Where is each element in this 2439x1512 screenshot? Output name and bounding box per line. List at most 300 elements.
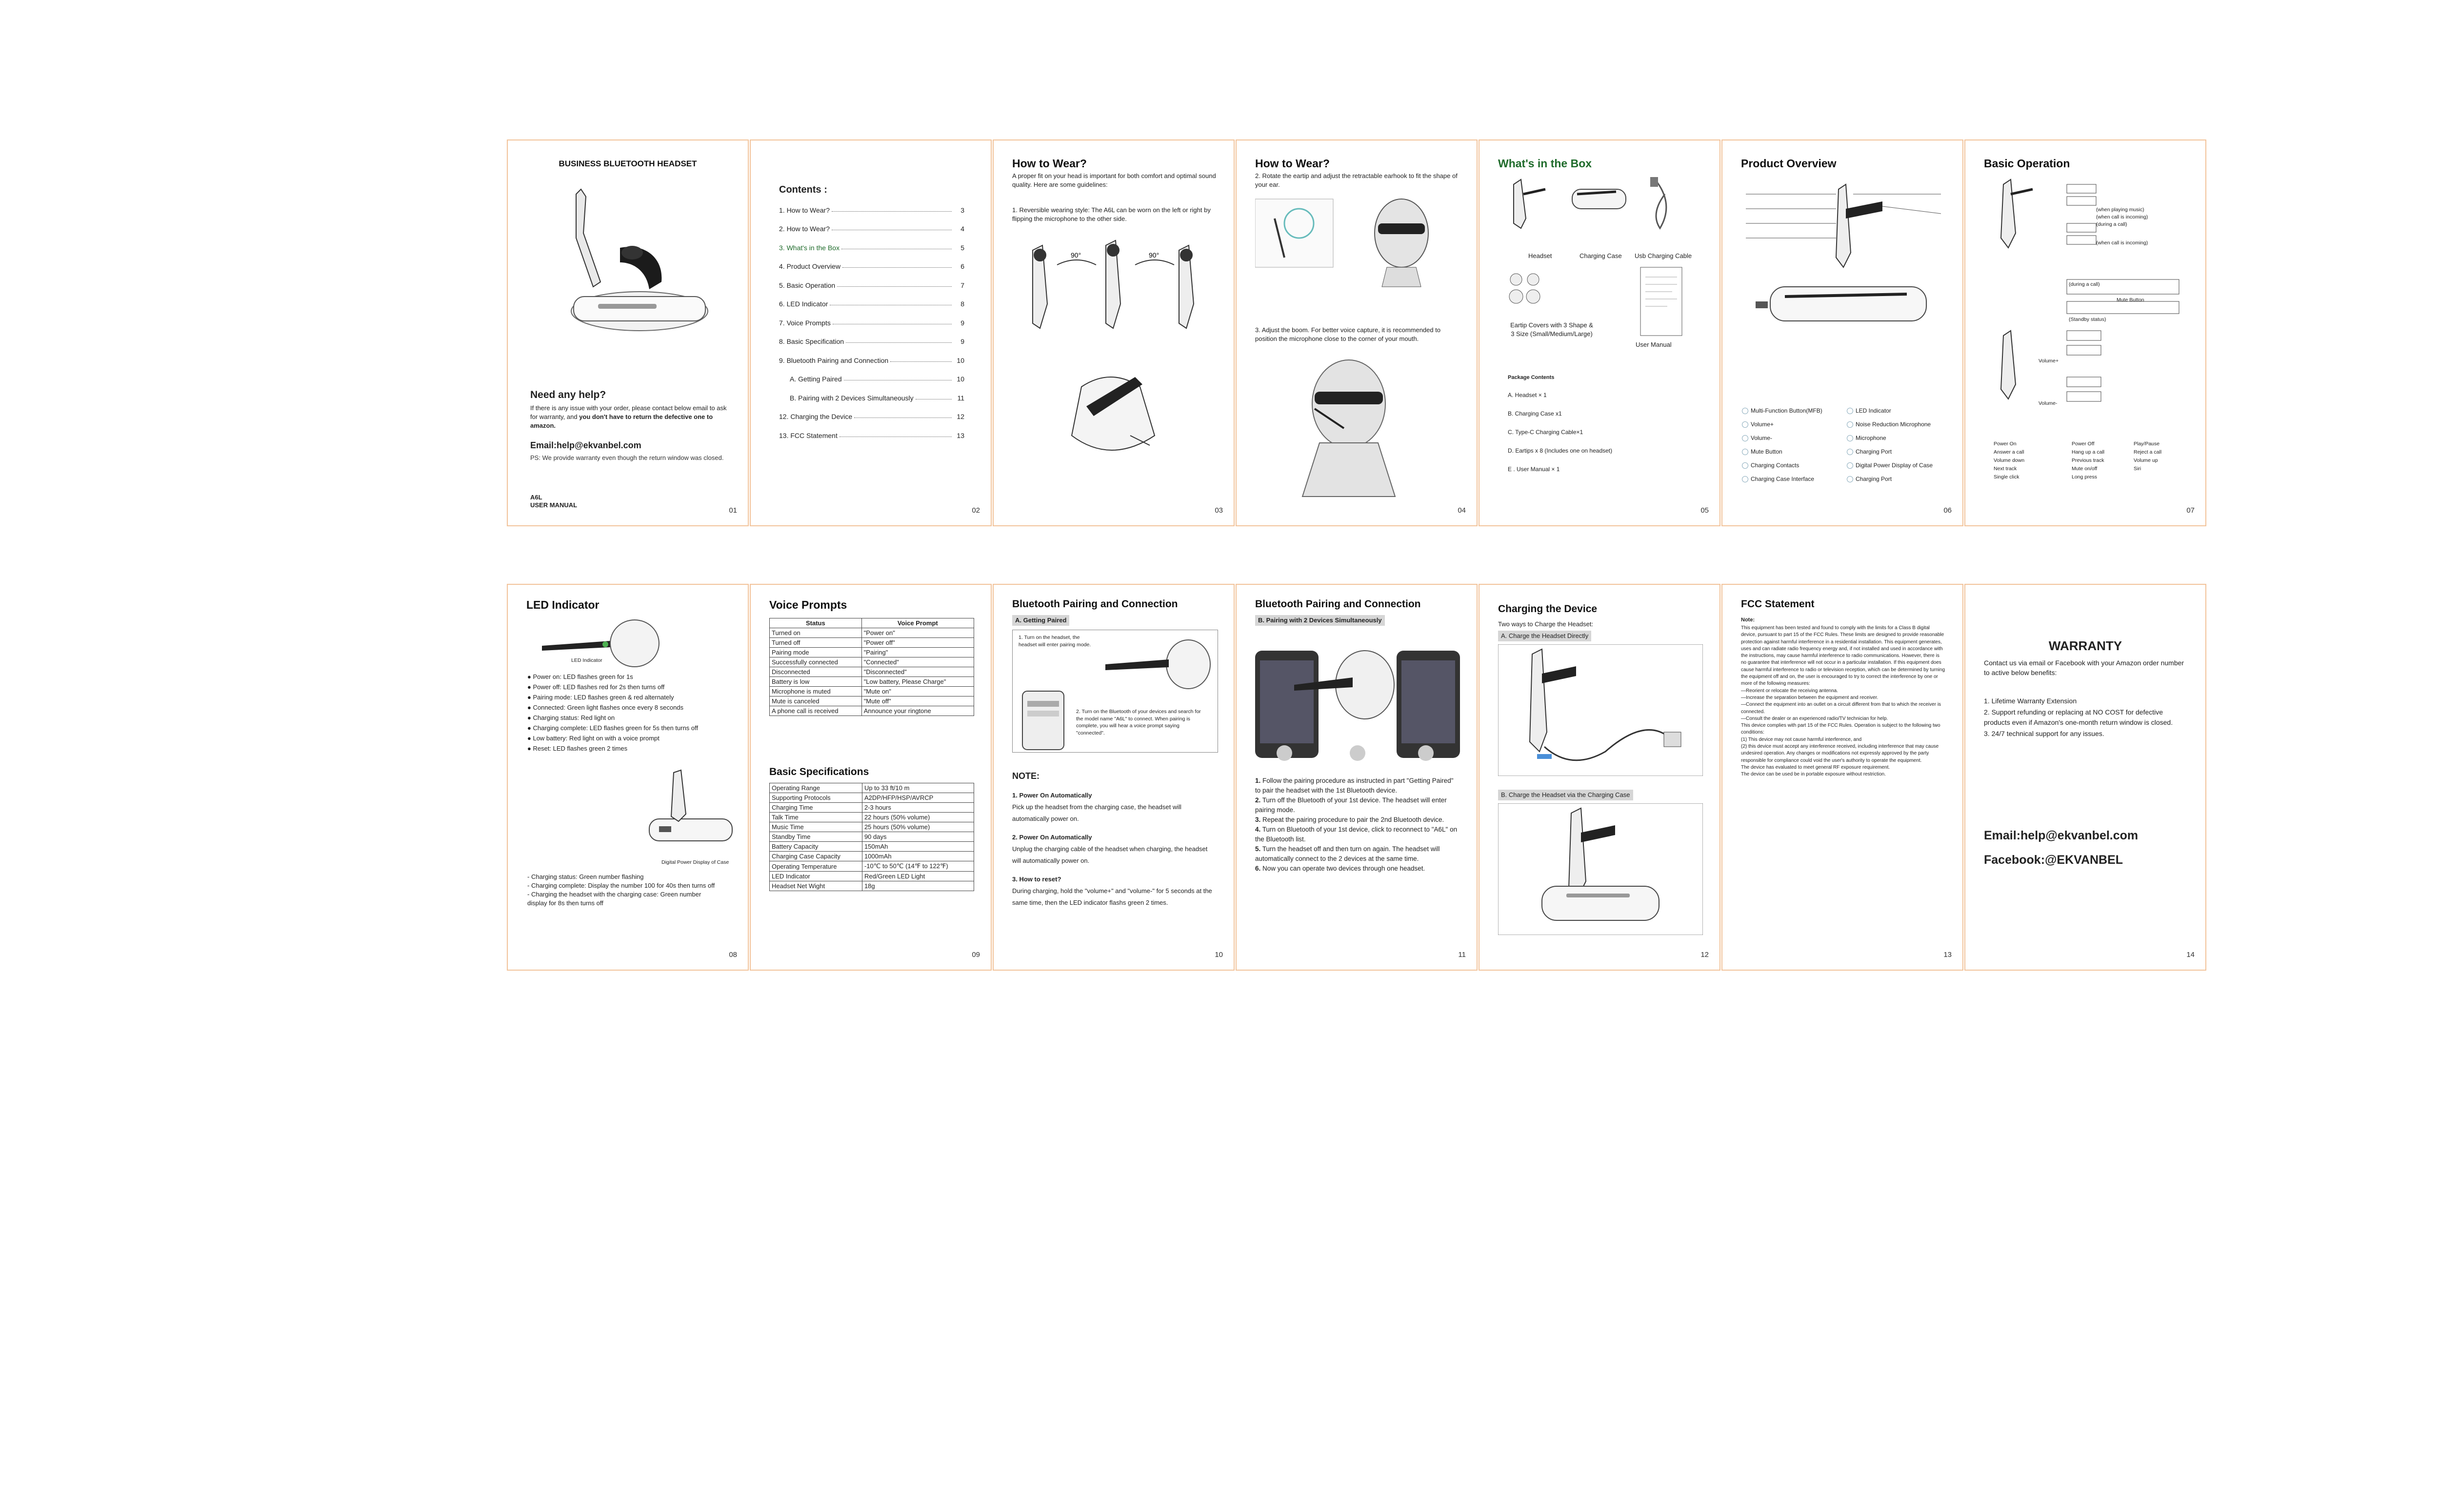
page-14-warranty	[1964, 584, 2206, 971]
led-bullet-text: Charging status: Red light on	[533, 714, 615, 721]
table-row	[770, 657, 974, 667]
item-cable: Usb Charging Cable	[1635, 252, 1692, 259]
step-number: 6.	[1255, 865, 1261, 872]
toc-page: 12	[957, 413, 964, 420]
overview-legend-item	[1742, 472, 1822, 486]
dash-icon: -	[527, 882, 531, 889]
led-bullet-text: Power off: LED flashes red for 2s then turns off	[533, 683, 665, 691]
case-display-text: Charging status: Green number flashing	[531, 873, 644, 880]
toc-item[interactable]	[779, 420, 964, 439]
step-text: Follow the pairing procedure as instructed in part "Getting Paired" to pair the headset with the 1st Bluetooth device.	[1255, 777, 1454, 794]
table-row	[770, 872, 974, 881]
legend-label: Charging Contacts	[1751, 462, 1799, 469]
manual-illustration	[1638, 265, 1687, 343]
toc-leader	[837, 286, 952, 287]
toc-label: 13. FCC Statement	[779, 431, 838, 439]
vp-prompt: "Low battery, Please Charge"	[861, 677, 974, 687]
legend-marker-icon	[1742, 462, 1748, 469]
toc-label: 7. Voice Prompts	[779, 318, 831, 327]
reversible-wear-illustration	[1013, 231, 1218, 504]
page-08-led-indicator	[507, 584, 749, 971]
page-title: How to Wear?	[1255, 157, 1330, 170]
op-legend-item: Answer a call	[1994, 449, 2024, 455]
vp-status: Pairing mode	[770, 648, 862, 657]
pairing-step	[1255, 796, 1460, 815]
overview-legend-item	[1847, 472, 1933, 486]
vp-status: Disconnected	[770, 667, 862, 677]
op-legend-item: Single click	[1994, 474, 2019, 480]
overview-legend-item	[1742, 418, 1822, 431]
box-contents-illustration	[1499, 175, 1704, 243]
overview-legend-left	[1742, 404, 1822, 486]
legend-label: Digital Power Display of Case	[1856, 462, 1933, 469]
op-legend-left	[1994, 440, 2024, 482]
legend-marker-icon	[1847, 408, 1853, 414]
step-text: Repeat the pairing procedure to pair the 2nd Bluetooth device.	[1262, 816, 1444, 823]
page-11-dual-pairing	[1236, 584, 1478, 971]
table-row	[770, 881, 974, 891]
vp-status: A phone call is received	[770, 706, 862, 716]
page-number: 03	[1215, 506, 1223, 515]
warranty-intro: Contact us via email or Facebook with your Amazon order number to active below benefits:	[1984, 659, 2184, 676]
led-bullet	[527, 744, 737, 753]
led-bullet-text: Low battery: Red light on with a voice prompt	[533, 735, 660, 742]
fcc-line: —Consult the dealer or an experienced radio/TV technician for help.	[1741, 716, 1888, 721]
table-row	[770, 803, 974, 813]
overview-legend-right	[1847, 404, 1933, 486]
notes: 1. Power On Automatically Pick up the headset from the charging case, the headset will automatically power on. 2. Power On Automatically Unplug the charging cable of the headset when charging, the headset will automatically power on. 3. How to reset? During charging, hold the "volume+" and "volume-" for 5 seconds at the same time, then the LED indicator flashs green 2 times.	[1012, 792, 1212, 906]
legend-label: Volume+	[1751, 421, 1774, 428]
model-name: A6L	[530, 494, 542, 501]
toc-page: 10	[957, 375, 964, 383]
op-volume-down: Volume-	[2039, 400, 2058, 406]
vp-prompt: Announce your ringtone	[861, 706, 974, 716]
legend-label: Noise Reduction Microphone	[1856, 421, 1931, 428]
note-title: NOTE:	[1012, 771, 1040, 781]
toc-item[interactable]	[779, 345, 964, 364]
op-legend-item: Hang up a call	[2072, 449, 2105, 455]
spec-key: Talk Time	[770, 813, 862, 822]
bullet-icon: ●	[527, 673, 533, 680]
page-title: FCC Statement	[1741, 598, 1815, 610]
table-row	[770, 813, 974, 822]
package-item: D. Eartips x 8 (Includes one on headset)	[1508, 447, 1613, 454]
table-row	[770, 861, 974, 872]
vp-head-status: Status	[770, 618, 862, 628]
op-legend-item: Power Off	[2072, 441, 2095, 447]
page-number: 14	[2186, 951, 2195, 959]
led-bullet-text: Power on: LED flashes green for 1s	[533, 673, 633, 680]
angle-left: 90°	[1071, 251, 1081, 259]
case-display-list	[527, 873, 722, 908]
toc-page: 7	[960, 281, 964, 289]
fcc-note: Note:	[1741, 617, 1755, 623]
toc-label: 12. Charging the Device	[779, 413, 853, 420]
led-bullet-text: Reset: LED flashes green 2 times	[533, 745, 628, 752]
legend-label: Volume-	[1751, 435, 1773, 441]
toc-item[interactable]	[779, 402, 964, 421]
toc-label: 8. Basic Specification	[779, 338, 844, 345]
overview-legend-item	[1742, 445, 1822, 458]
warranty-item: 2. Support refunding or replacing at NO COST for defective products even if Amazon's one-month return window is closed.	[1984, 708, 2173, 726]
toc-leader	[832, 211, 952, 212]
page-number: 06	[1943, 506, 1952, 515]
fcc-line: The device can be used be in portable exposure without restriction.	[1741, 772, 1886, 777]
step-text: Now you can operate two devices through one headset.	[1262, 865, 1425, 872]
package-item: E . User Manual × 1	[1508, 466, 1560, 473]
table-row	[770, 706, 974, 716]
legend-label: Charging Case Interface	[1751, 476, 1815, 482]
led-bullet	[527, 683, 737, 692]
legend-marker-icon	[1847, 462, 1853, 469]
case-display-text: Charging the headset with the charging case: Green number display for 8s then turns off	[527, 891, 701, 907]
wear-intro: A proper fit on your head is important for both comfort and optimal sound quality. Here are some guidelines:	[1012, 172, 1216, 188]
legend-marker-icon	[1742, 476, 1748, 482]
toc-item[interactable]	[779, 364, 964, 383]
led-bullet	[527, 703, 737, 712]
page-10-pairing	[993, 584, 1235, 971]
legend-marker-icon	[1847, 449, 1853, 455]
dual-pairing-steps	[1255, 776, 1460, 874]
toc-page: 13	[957, 431, 964, 439]
step-number: 5.	[1255, 845, 1261, 853]
page-title: Basic Operation	[1984, 157, 2070, 170]
toc-leader	[846, 342, 952, 343]
op-legend-item: Reject a call	[2134, 449, 2162, 455]
item-manual: User Manual	[1636, 341, 1672, 348]
dash-icon: -	[527, 873, 531, 880]
fcc-body: This equipment has been tested and found to comply with the limits for a Class B digital device, pursuant to part 15 of the FCC Rules. These limits are designed to provide reasonable protection against harmful interference in a residential installation. This equipment generates, uses and can radiate radio frequency energy and, if not installed and used in accordance with the instructions, may cause harmful interference to radio communications. However, there is no guarantee that interference will not occur in a particular installation. If this equipment does cause harmful interference to radio or television reception, which can be determined by turning the equipment off and on, the user is encouraged to try to correct the interference by one or more of the following measures: —Reorient or relocate the receiving antenna. —Increase the separation between the equipment and receiver. —Connect the equipment into an outlet on a circuit different from that to which the receiver is connected. —Consult the dealer or an experienced radio/TV technician for help. This device complies with part 15 of the FCC Rules. Operation is subject to the following two conditions: (1) This device may not cause harmful interference, and (2) this device must accept any interference received, including interference that may cause undesired operation. Any changes or modifications not expressly approved by the party responsible for compliance could void the user's authority to operate the equipment. The device has evaluated to meet general RF exposure requirement. The device can be used be in portable exposure without restriction.	[1741, 625, 1946, 778]
page-number: 13	[1943, 951, 1952, 959]
vp-prompt: "Mute on"	[861, 687, 974, 696]
overview-legend-item	[1847, 445, 1933, 458]
subsection-b: B. Pairing with 2 Devices Simultaneously	[1255, 615, 1385, 626]
step-text: Turn the headset off and then turn on again. The headset will automatically connect to the 2 devices at the same time.	[1255, 845, 1440, 862]
fcc-line: (2) this device must accept any interference received, including interference that may cause undesired operation. Any changes or modifications not expressly approved by the party responsible for compliance could void the user's authority to operate the equipment.	[1741, 744, 1939, 763]
toc-label: 6. LED Indicator	[779, 300, 828, 308]
table-row	[770, 696, 974, 706]
package-item: B. Charging Case x1	[1508, 410, 1562, 417]
led-bullet	[527, 693, 737, 702]
legend-marker-icon	[1847, 421, 1853, 428]
op-standby: (Standby status)	[2069, 317, 2106, 322]
table-row	[770, 687, 974, 696]
toc-item[interactable]	[779, 270, 964, 289]
page-title: Product Overview	[1741, 157, 1837, 170]
bullet-icon: ●	[527, 683, 533, 691]
spec-key: Charging Time	[770, 803, 862, 813]
bullet-icon: ●	[527, 714, 533, 721]
op-legend-item: Power On	[1994, 441, 2017, 447]
step-number: 4.	[1255, 826, 1261, 833]
case-display-illustration	[644, 768, 737, 853]
headset-pair-icon	[1096, 635, 1213, 694]
table-of-contents	[779, 195, 964, 439]
pairing-step	[1255, 844, 1460, 864]
page-04-how-to-wear	[1236, 139, 1478, 526]
spec-key: Battery Capacity	[770, 842, 862, 852]
overview-legend-item	[1847, 458, 1933, 472]
item-case: Charging Case	[1579, 252, 1622, 259]
charge-method-a: A. Charge the Headset Directly	[1498, 631, 1591, 641]
mannequin-illustration	[1290, 355, 1407, 501]
spec-key: Music Time	[770, 822, 862, 832]
charge-case-illustration	[1498, 803, 1703, 935]
op-legend-mid	[2072, 440, 2104, 482]
page-number: 01	[729, 506, 737, 515]
spec-key: Operating Temperature	[770, 861, 862, 872]
op-legend-item: Siri	[2134, 466, 2141, 472]
table-row	[770, 842, 974, 852]
led-label: LED Indicator	[571, 657, 602, 663]
op-volume-up: Volume+	[2039, 358, 2059, 364]
op-row-0: (when playing music)	[2096, 207, 2144, 213]
op-legend-item: Next track	[1994, 466, 2017, 472]
package-contents-title: Package Contents	[1508, 375, 1555, 380]
step-number: 2.	[1255, 796, 1261, 804]
help-email[interactable]: Email:help@ekvanbel.com	[530, 440, 641, 450]
op-legend-item: Play/Pause	[2134, 441, 2160, 447]
vp-head-prompt: Voice Prompt	[861, 618, 974, 628]
voice-prompt-table	[769, 618, 974, 716]
dash-icon: -	[527, 891, 531, 898]
toc-page: 4	[960, 225, 964, 233]
spec-table	[769, 783, 974, 891]
fcc-line: —Connect the equipment into an outlet on a circuit different from that to which the receiver is connected.	[1741, 702, 1941, 715]
led-bullet-text: Connected: Green light flashes once every 8 seconds	[533, 704, 684, 711]
overview-legend-item	[1742, 458, 1822, 472]
vp-status: Turned off	[770, 638, 862, 648]
pairing-step	[1255, 776, 1460, 796]
led-bullet-list	[527, 673, 737, 755]
pair-step-1: 1. Turn on the headset, the headset will enter pairing mode.	[1019, 635, 1091, 648]
ps-note: PS: We provide warranty even though the return window was closed.	[530, 454, 724, 461]
warranty-facebook[interactable]: Facebook:@EKVANBEL	[1984, 853, 2123, 867]
pairing-step	[1255, 825, 1460, 844]
led-bullet-text: Charging complete: LED flashes green for 5s then turns off	[533, 724, 699, 732]
overview-legend-item	[1847, 404, 1933, 418]
table-row	[770, 852, 974, 861]
legend-label: Mute Button	[1751, 448, 1782, 455]
toc-page: 9	[960, 318, 964, 327]
pairing-step	[1255, 864, 1460, 874]
legend-marker-icon	[1742, 435, 1748, 441]
toc-leader	[890, 361, 952, 362]
wear-step-2: 2. Rotate the eartip and adjust the retractable earhook to fit the shape of your ear.	[1255, 172, 1458, 188]
page-title: Charging the Device	[1498, 603, 1598, 615]
toc-page: 11	[957, 394, 964, 402]
cover-title: BUSINESS BLUETOOTH HEADSET	[559, 159, 697, 168]
bullet-icon: ●	[527, 694, 533, 701]
legend-label: Charging Port	[1856, 448, 1892, 455]
op-legend-item: Long press	[2072, 474, 2097, 480]
table-row	[770, 648, 974, 657]
op-row-1: (when call is incoming)	[2096, 214, 2148, 220]
toc-label: A. Getting Paired	[790, 375, 842, 383]
table-row	[770, 628, 974, 638]
page-number: 12	[1700, 951, 1709, 959]
vp-prompt: "Pairing"	[861, 648, 974, 657]
table-row	[770, 822, 974, 832]
toc-item[interactable]	[779, 233, 964, 252]
table-row	[770, 667, 974, 677]
help-text: If there is any issue with your order, please contact below email to ask for warranty, and you don't have to return the defective one to amazon.	[530, 404, 727, 429]
led-bullet	[527, 714, 737, 722]
bullet-icon: ●	[527, 704, 533, 711]
legend-label: LED Indicator	[1856, 407, 1891, 414]
spec-key: LED Indicator	[770, 872, 862, 881]
page-number: 05	[1700, 506, 1709, 515]
spec-key: Standby Time	[770, 832, 862, 842]
case-display-line	[527, 873, 722, 881]
page-01-cover	[507, 139, 749, 526]
toc-label: 1. How to Wear?	[779, 206, 830, 214]
spec-title: Basic Specifications	[769, 766, 869, 777]
basic-operation-diagram	[1984, 175, 2189, 428]
step-text: Turn off the Bluetooth of your 1st device. The headset will enter pairing mode.	[1255, 796, 1447, 814]
dual-pairing-illustration	[1255, 631, 1460, 763]
charge-method-b: B. Charge the Headset via the Charging Case	[1498, 790, 1633, 800]
step-text: Turn on Bluetooth of your 1st device, click to reconnect to "A6L" on the Bluetooth list.	[1255, 826, 1458, 843]
overview-legend-item	[1742, 431, 1822, 445]
vp-status: Successfully connected	[770, 657, 862, 667]
table-row	[770, 677, 974, 687]
led-bullet	[527, 724, 737, 733]
spec-key: Supporting Protocols	[770, 793, 862, 803]
toc-label: 4. Product Overview	[779, 262, 841, 270]
pairing-illustration	[1012, 630, 1218, 753]
page-number: 02	[972, 506, 980, 515]
angle-right: 90°	[1149, 251, 1160, 259]
spec-value: 18g	[862, 881, 974, 891]
headset-on-case-illustration	[547, 184, 713, 345]
warranty-list	[1984, 696, 2189, 740]
spec-key: Charging Case Capacity	[770, 852, 862, 861]
spec-value: 150mAh	[862, 842, 974, 852]
toc-label: 3. What's in the Box	[779, 243, 840, 252]
legend-marker-icon	[1847, 435, 1853, 441]
fcc-line: (1) This device may not cause harmful interference, and	[1741, 736, 1862, 742]
case-display-line	[527, 890, 722, 908]
fcc-line: The device has evaluated to meet general RF exposure requirement.	[1741, 764, 1890, 770]
spec-value: 90 days	[862, 832, 974, 842]
toc-item[interactable]	[779, 327, 964, 346]
warranty-email[interactable]: Email:help@ekvanbel.com	[1984, 829, 2139, 842]
toc-item[interactable]	[779, 252, 964, 271]
legend-label: Multi-Function Button(MFB)	[1751, 407, 1822, 414]
table-row	[770, 793, 974, 803]
op-legend-right	[2134, 440, 2161, 474]
pairing-step	[1255, 815, 1460, 825]
toc-label: B. Pairing with 2 Devices Simultaneously	[790, 394, 914, 402]
toc-item[interactable]	[779, 383, 964, 402]
spec-value: Red/Green LED Light	[862, 872, 974, 881]
led-headset-illustration	[537, 614, 674, 668]
product-overview-diagram	[1741, 175, 1946, 350]
toc-page: 6	[960, 262, 964, 270]
vp-status: Battery is low	[770, 677, 862, 687]
toc-page: 3	[960, 206, 964, 214]
legend-marker-icon	[1742, 408, 1748, 414]
page-06-product-overview	[1721, 139, 1963, 526]
page-number: 04	[1458, 506, 1466, 515]
wear-step-1: 1. Reversible wearing style: The A6L can be worn on the left or right by flipping the microphone to the other side.	[1012, 206, 1211, 222]
legend-marker-icon	[1742, 449, 1748, 455]
subsection-a: A. Getting Paired	[1012, 615, 1069, 626]
case-display-text: Charging complete: Display the number 100 for 40s then turns off	[531, 882, 715, 889]
table-row	[770, 638, 974, 648]
case-display-label: Digital Power Display of Case	[661, 859, 729, 865]
legend-marker-icon	[1742, 421, 1748, 428]
legend-label: Microphone	[1856, 435, 1886, 441]
op-row-3: (when call is incoming)	[2096, 240, 2148, 246]
page-title: Bluetooth Pairing and Connection	[1012, 598, 1178, 610]
toc-page: 10	[957, 356, 964, 364]
page-title: Bluetooth Pairing and Connection	[1255, 598, 1421, 610]
toc-item[interactable]	[779, 195, 964, 214]
toc-page: 9	[960, 338, 964, 345]
toc-item[interactable]	[779, 214, 964, 233]
earhook-adjust-illustration	[1255, 189, 1460, 292]
led-bullet-text: Pairing mode: LED flashes green & red alternately	[533, 694, 674, 701]
vp-status: Turned on	[770, 628, 862, 638]
vp-status: Microphone is muted	[770, 687, 862, 696]
spec-value: 2-3 hours	[862, 803, 974, 813]
legend-marker-icon	[1847, 476, 1853, 482]
vp-status: Mute is canceled	[770, 696, 862, 706]
spec-value: 22 hours (50% volume)	[862, 813, 974, 822]
spec-value: -10℃ to 50℃ (14℉ to 122℉)	[862, 861, 974, 872]
fcc-line: —Reorient or relocate the receiving antenna.	[1741, 688, 1839, 694]
page-title: Voice Prompts	[769, 598, 847, 611]
case-display-line	[527, 881, 722, 890]
op-legend-item: Mute on/off	[2072, 466, 2098, 472]
page-13-fcc	[1721, 584, 1963, 971]
vp-prompt: "Power off"	[861, 638, 974, 648]
op-legend-item: Volume down	[1994, 458, 2025, 463]
vp-prompt: "Power on"	[861, 628, 974, 638]
package-list	[1508, 392, 1612, 484]
eartips-illustration	[1506, 270, 1565, 309]
toc-item[interactable]	[779, 289, 964, 308]
toc-page: 8	[960, 300, 964, 308]
op-mute-button: Mute Button	[2117, 297, 2144, 303]
item-headset: Headset	[1528, 252, 1552, 259]
page-title: LED Indicator	[526, 598, 600, 611]
page-number: 10	[1215, 951, 1223, 959]
package-item: C. Type-C Charging Cable×1	[1508, 429, 1583, 436]
package-item: A. Headset × 1	[1508, 392, 1547, 398]
page-03-how-to-wear	[993, 139, 1235, 526]
spec-value: 1000mAh	[862, 852, 974, 861]
toc-label: 9. Bluetooth Pairing and Connection	[779, 356, 889, 364]
page-02-contents	[750, 139, 992, 526]
warranty-item: 3. 24/7 technical support for any issues.	[1984, 730, 2104, 737]
page-07-basic-operation	[1964, 139, 2206, 526]
user-manual-label: USER MANUAL	[530, 501, 578, 509]
spec-value: Up to 33 ft/10 m	[862, 783, 974, 793]
table-row	[770, 783, 974, 793]
page-number: 07	[2186, 506, 2195, 515]
charge-direct-illustration	[1498, 644, 1703, 776]
vp-prompt: "Disconnected"	[861, 667, 974, 677]
legend-label: Charging Port	[1856, 476, 1892, 482]
bullet-icon: ●	[527, 745, 533, 752]
toc-item[interactable]	[779, 308, 964, 327]
table-row	[770, 832, 974, 842]
led-bullet	[527, 734, 737, 743]
wear-step-3: 3. Adjust the boom. For better voice capture, it is recommended to position the microphone close to the corner of your mouth.	[1255, 326, 1441, 342]
